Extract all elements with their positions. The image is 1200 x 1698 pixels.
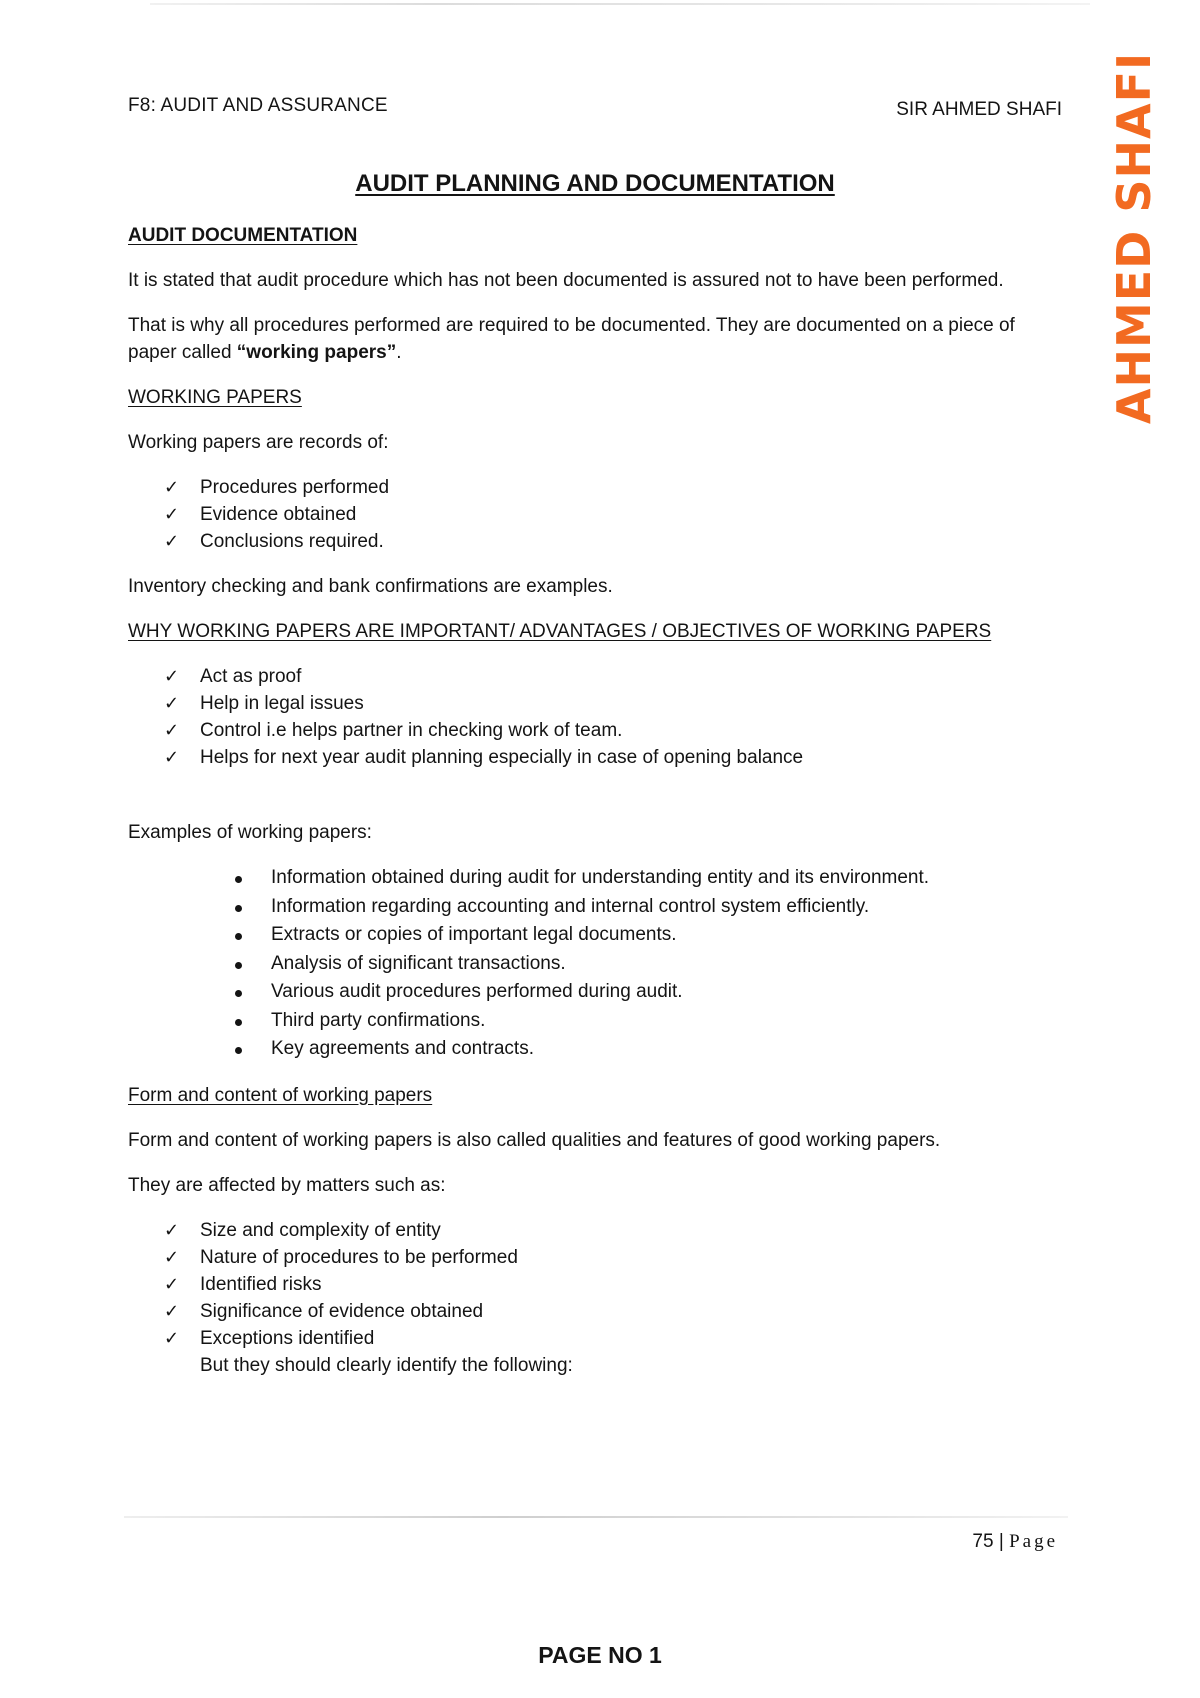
list-item: [164, 501, 1058, 528]
form-content-heading: Form and content of working papers: [128, 1084, 433, 1106]
list-item: [164, 1271, 1058, 1298]
checkmark-icon: ✓: [164, 531, 180, 552]
list-item: [235, 1007, 1058, 1036]
importance-heading: WHY WORKING PAPERS ARE IMPORTANT/ ADVANTAGES / OBJECTIVES OF WORKING PAPERS: [128, 621, 992, 642]
list-item: [235, 950, 1058, 979]
list-item-text: Significance of evidence obtained: [200, 1300, 484, 1322]
examples-intro: Examples of working papers:: [128, 822, 372, 843]
list-item: [164, 717, 1058, 744]
list-item: [164, 1217, 1058, 1244]
checkmark-icon: ✓: [164, 720, 180, 741]
list-item-text: Extracts or copies of important legal documents.: [271, 924, 677, 945]
audit-documentation-heading: AUDIT DOCUMENTATION: [128, 225, 358, 246]
list-item: [164, 1244, 1058, 1271]
list-item: [164, 474, 1058, 501]
document-body: [128, 222, 1058, 1379]
bullet-icon: [235, 933, 242, 940]
list-item-text: Nature of procedures to be performed: [200, 1246, 518, 1268]
form-content-paragraph: Form and content of working papers is also called qualities and features of good working papers.: [128, 1129, 941, 1151]
form-content-intro: They are affected by matters such as:: [128, 1174, 446, 1196]
list-item-text: Help in legal issues: [200, 693, 364, 714]
list-item-text: Control i.e helps partner in checking work of team.: [200, 720, 623, 741]
list-item: [164, 690, 1058, 717]
list-item: [164, 1325, 1058, 1352]
list-item-text: Information obtained during audit for understanding entity and its environment.: [271, 867, 930, 888]
checkmark-icon: ✓: [164, 1273, 180, 1295]
list-item-text: Analysis of significant transactions.: [271, 952, 566, 974]
list-item-text: Size and complexity of entity: [200, 1219, 441, 1241]
list-item-text: Helps for next year audit planning especially in case of opening balance: [200, 747, 804, 768]
list-item-text: Third party confirmations.: [271, 1009, 486, 1031]
list-item: [235, 921, 1058, 950]
list-item: [235, 978, 1058, 1007]
working-papers-intro: Working papers are records of:: [128, 432, 389, 453]
documentation-paragraph-2: [128, 312, 1058, 366]
bullet-icon: [235, 1019, 242, 1026]
checkmark-icon: ✓: [164, 1219, 180, 1241]
page-title: AUDIT PLANNING AND DOCUMENTATION: [355, 170, 835, 197]
page-number-value: 75: [972, 1531, 994, 1552]
checkmark-icon: ✓: [164, 504, 180, 525]
list-item-text: Identified risks: [200, 1273, 322, 1295]
list-item: [164, 528, 1058, 555]
checkmark-icon: ✓: [164, 666, 180, 687]
bullet-icon: [235, 962, 242, 969]
list-item: [235, 1035, 1058, 1064]
list-item: [164, 1298, 1058, 1325]
checkmark-icon: ✓: [164, 1300, 180, 1322]
documentation-paragraph-2-start: That is why all procedures performed are required to be documented. They are documented on a piece of paper called: [128, 315, 1015, 363]
checkmark-icon: ✓: [164, 1246, 180, 1268]
list-item-text: Various audit procedures performed during audit.: [271, 981, 683, 1002]
side-watermark: AHMED SHAFI: [1107, 51, 1161, 425]
list-item-text: Evidence obtained: [200, 504, 357, 525]
bullet-icon: [235, 905, 242, 912]
matters-checklist: [128, 1217, 1058, 1352]
list-item-text: Procedures performed: [200, 477, 390, 498]
list-item-text: Key agreements and contracts.: [271, 1038, 534, 1059]
importance-checklist: [128, 663, 1058, 771]
spacer: [128, 789, 1058, 819]
page-number-word: Page: [1009, 1531, 1058, 1552]
list-item-text: Information regarding accounting and internal control system efficiently.: [271, 895, 870, 917]
bullet-icon: [235, 990, 242, 997]
records-checklist: [128, 474, 1058, 555]
trailing-line: But they should clearly identify the following:: [200, 1354, 573, 1376]
documentation-paragraph-2-end: .: [396, 342, 402, 363]
list-item: [164, 663, 1058, 690]
list-item-text: Exceptions identified: [200, 1327, 375, 1349]
checkmark-icon: ✓: [164, 693, 180, 714]
working-papers-term: “working papers”: [236, 342, 397, 363]
list-item: [235, 893, 1058, 922]
course-title: F8: AUDIT AND ASSURANCE: [128, 95, 388, 116]
page-footer-label: PAGE NO 1: [538, 1642, 662, 1668]
bullet-icon: [235, 1047, 242, 1054]
instructor-name: SIR AHMED SHAFI: [896, 99, 1062, 120]
checkmark-icon: ✓: [164, 747, 180, 768]
examples-bullet-list: [128, 864, 1058, 1064]
bullet-icon: [235, 876, 242, 883]
page-number: [972, 1531, 1058, 1553]
list-item: [235, 864, 1058, 893]
documentation-paragraph-1: It is stated that audit procedure which has not been documented is assured not to have been performed.: [128, 270, 1004, 291]
bottom-divider: [124, 1516, 1068, 1518]
list-item-text: Act as proof: [200, 666, 302, 687]
list-item-text: Conclusions required.: [200, 531, 384, 552]
examples-note: Inventory checking and bank confirmations are examples.: [128, 576, 613, 597]
top-divider: [150, 3, 1090, 5]
list-item: [164, 744, 1058, 771]
page-number-separator: |: [993, 1531, 1010, 1552]
checkmark-icon: ✓: [164, 1327, 180, 1349]
working-papers-heading: WORKING PAPERS: [128, 387, 302, 408]
checkmark-icon: ✓: [164, 477, 180, 498]
